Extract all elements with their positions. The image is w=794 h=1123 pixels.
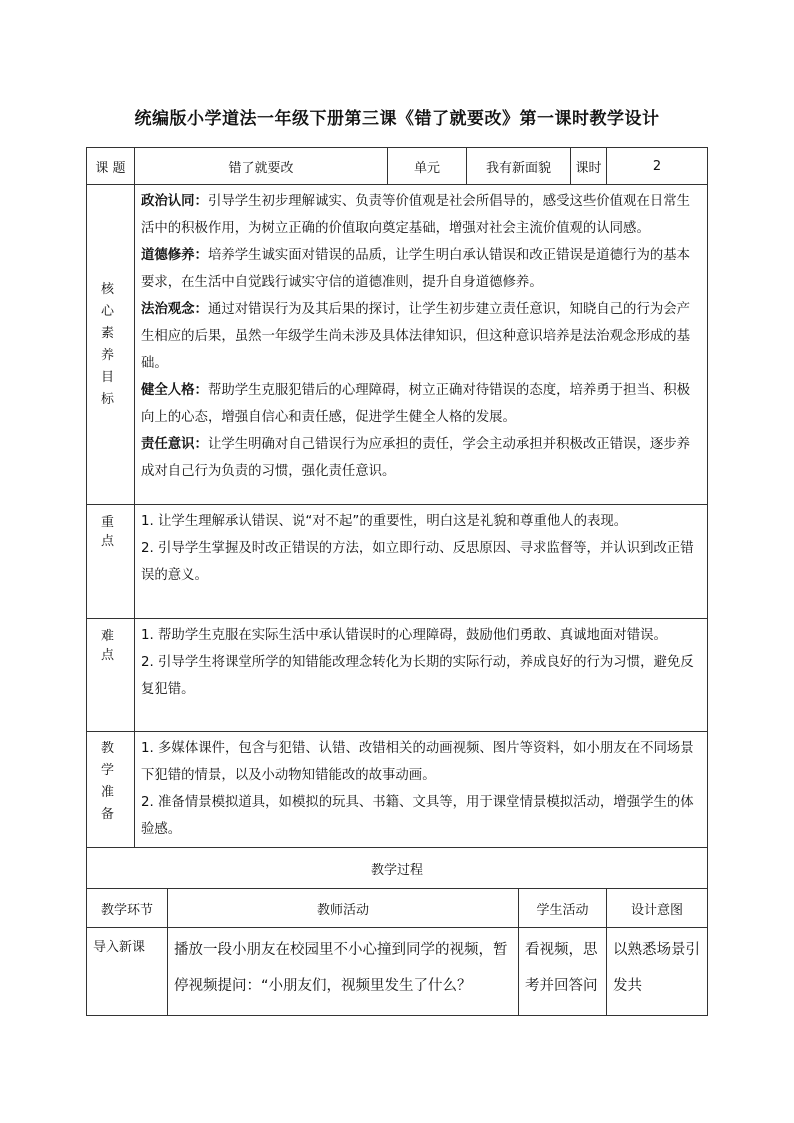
- goal-text: 培养学生诚实面对错误的品质，让学生明白承认错误和改正错误是道德行为的基本要求，在生活中自觉践行诚实守信的道德准则，提升自身道德修养。: [141, 248, 691, 290]
- info-row: [87, 148, 708, 185]
- goal-text: 帮助学生克服犯错后的心理障碍，树立正确对待错误的态度，培养勇于担当、积极向上的心态，增强自信心和责任感，促进学生健全人格的发展。: [141, 383, 691, 425]
- preparation-item: 1. 多媒体课件，包含与犯错、认错、改错相关的动画视频、图片等资料，如小朋友在不同场景下犯错的情景，以及小动物知错能改的故事动画。: [141, 741, 694, 783]
- lesson-plan-table: [86, 147, 708, 1016]
- topic-label: 课 题: [87, 148, 135, 185]
- goal-item: [141, 431, 701, 485]
- key-point-item: 1. 让学生理解承认错误、说“对不起”的重要性，明白这是礼貌和尊重他人的表现。: [141, 514, 628, 529]
- goal-term: 道德修养：: [141, 248, 208, 263]
- topic-value: 错了就要改: [135, 148, 388, 185]
- goal-term: 责任意识：: [141, 437, 208, 452]
- goal-text: 让学生明确对自己错误行为应承担的责任，学会主动承担并积极改正错误，逐步养成对自己行为负责的习惯，强化责任意识。: [141, 437, 691, 479]
- key-points-content: [135, 505, 708, 619]
- goal-term: 法治观念：: [141, 302, 208, 317]
- key-points-label: 重 点: [87, 505, 135, 619]
- process-stage: 导入新课: [87, 928, 168, 1016]
- period-value: 2: [607, 148, 708, 185]
- process-student-activity: 看视频，思考并回答问: [519, 928, 607, 1016]
- preparation-label-line: 教 学: [100, 741, 120, 778]
- core-goals-content: [135, 185, 708, 505]
- goal-item: [141, 188, 701, 242]
- goal-item: [141, 377, 701, 431]
- core-goals-label-line: 核 心: [100, 281, 120, 319]
- core-goals-label: [87, 185, 135, 505]
- goal-text: 通过对错误行为及其后果的探讨，让学生初步建立责任意识，知晓自己的行为会产生相应的后果，虽然一年级学生尚未涉及具体法律知识，但这种意识培养是法治观念形成的基础。: [141, 302, 691, 371]
- process-columns-row: [87, 889, 708, 928]
- difficult-points-label: 难 点: [87, 619, 135, 732]
- core-goals-row: [87, 185, 708, 505]
- unit-label: 单元: [388, 148, 467, 185]
- preparation-item: 2. 准备情景模拟道具，如模拟的玩具、书籍、文具等，用于课堂情景模拟活动，增强学生的体验感。: [141, 795, 694, 837]
- process-teacher-activity: 播放一段小朋友在校园里不小心撞到同学的视频，暂停视频提问：“小朋友们，视频里发生了什么？: [168, 928, 519, 1016]
- column-header-teacher: 教师活动: [168, 889, 519, 928]
- unit-value: 我有新面貌: [467, 148, 571, 185]
- preparation-label-line: 准 备: [100, 785, 120, 822]
- period-label: 课时: [571, 148, 607, 185]
- process-heading: 教学过程: [87, 848, 708, 889]
- process-row: [87, 928, 708, 1016]
- process-heading-row: [87, 848, 708, 889]
- goal-term: 健全人格：: [141, 383, 208, 398]
- column-header-student: 学生活动: [519, 889, 607, 928]
- goal-item: [141, 296, 701, 377]
- difficult-points-row: [87, 619, 708, 732]
- difficult-point-item: 2. 引导学生将课堂所学的知错能改理念转化为长期的实际行动，养成良好的行为习惯，避免反复犯错。: [141, 655, 694, 697]
- column-header-stage: 教学环节: [87, 889, 168, 928]
- preparation-content: [135, 732, 708, 848]
- difficult-points-content: [135, 619, 708, 732]
- preparation-label: [87, 732, 135, 848]
- preparation-row: [87, 732, 708, 848]
- key-point-item: 2. 引导学生掌握及时改正错误的方法，如立即行动、反思原因、寻求监督等，并认识到改正错误的意义。: [141, 541, 694, 583]
- goal-text: 引导学生初步理解诚实、负责等价值观是社会所倡导的，感受这些价值观在日常生活中的积极作用，为树立正确的价值取向奠定基础，增强对社会主流价值观的认同感。: [141, 194, 691, 236]
- process-design-intent: 以熟悉场景引发共: [607, 928, 708, 1016]
- core-goals-label-line: 目 标: [100, 369, 120, 407]
- goal-item: [141, 242, 701, 296]
- difficult-point-item: 1. 帮助学生克服在实际生活中承认错误时的心理障碍，鼓励他们勇敢、真诚地面对错误。: [141, 628, 667, 643]
- key-points-row: [87, 505, 708, 619]
- core-goals-label-line: 素 养: [100, 325, 120, 363]
- column-header-intent: 设计意图: [607, 889, 708, 928]
- goal-term: 政治认同：: [141, 194, 208, 209]
- document-title: 统编版小学道法一年级下册第三课《错了就要改》第一课时教学设计: [134, 109, 660, 129]
